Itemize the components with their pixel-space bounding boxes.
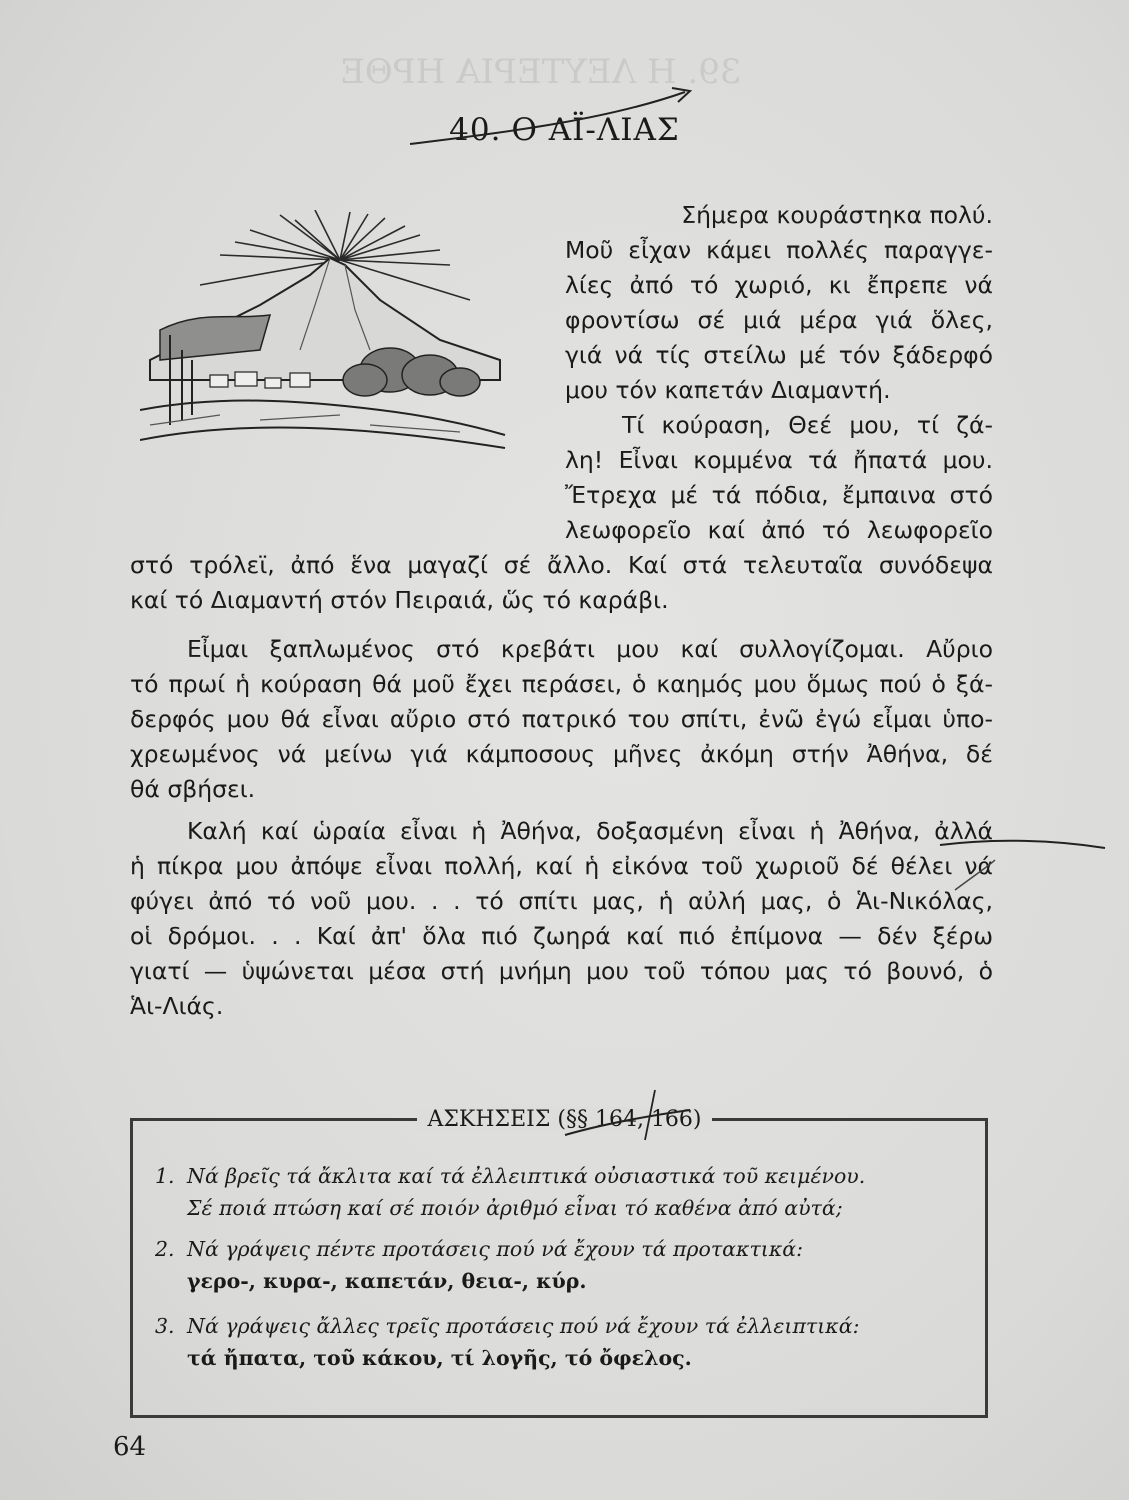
bleed-through-heading: 39. Η ΛΕΥΤΕΡΙΑ ΗΡΘΕ (340, 52, 742, 92)
text-line: στό τρόλεϊ, ἀπό ἕνα μαγαζί σέ ἄλλο. Καί στά τελευταῖα συνόδεψα (130, 551, 993, 579)
exercise-text: Σέ ποιά πτώση καί σέ ποιόν ἀριθμό εἶναι τό καθένα ἀπό αὐτά; (187, 1196, 843, 1220)
paragraph-4 (130, 814, 993, 1024)
text-line: λίες ἀπό τό χωριό, κι ἔπρεπε νά (565, 271, 993, 299)
text-line: οἱ δρόμοι. . . Καί ἀπ' ὅλα πιό ζωηρά καί πιό ἐπίμονα — δέν ξέρω (130, 922, 993, 950)
mountain-illustration (140, 210, 510, 450)
exercise-number: 2. (155, 1237, 175, 1261)
text-line: γιατί — ὑψώνεται μέσα στή μνήμη μου τοῦ τόπου μας τό βουνό, ὁ (130, 957, 993, 985)
text-line: Ἁι-Λιάς. (130, 992, 224, 1020)
text-line: τό πρωί ἡ κούραση θά μοῦ ἔχει περάσει, ὁ καημός μου ὅμως πού ὁ ξά- (130, 670, 993, 698)
exercise-text: Νά γράψεις ἄλλες τρεῖς προτάσεις πού νά ἔχουν τά ἐλλειπτικά: (187, 1314, 860, 1338)
exercise-number: 3. (155, 1314, 175, 1338)
paragraph-3 (130, 632, 993, 807)
text-line: Ἔτρεχα μέ τά πόδια, ἔμπαινα στό (565, 481, 993, 509)
pen-strike-exercises (560, 1085, 700, 1145)
text-line: λη! Εἶναι κομμένα τά ἤπατά μου. (565, 446, 993, 474)
text-line: χρεωμένος νά μείνω γιά κάμποσους μῆνες ἀκόμη στήν Ἀθήνα, δέ (130, 740, 993, 768)
chapter-number: 40. (449, 112, 502, 148)
text-line: φύγει ἀπό τό νοῦ μου. . . τό σπίτι μας, ἡ αὐλή μας, ὁ Ἁι-Νικόλας, (130, 887, 993, 915)
exercise-3 (155, 1310, 955, 1374)
paragraph-2 (565, 408, 993, 548)
text-line: Σήμερα κουράστηκα πολύ. (681, 201, 993, 229)
text-line: Εἶμαι ξαπλωμένος στό κρεβάτι μου καί συλλογίζομαι. Αὔριο (187, 635, 993, 663)
text-line: μου τόν καπετάν Διαμαντή. (565, 376, 891, 404)
pen-mark-margin (935, 820, 1115, 900)
exercise-bold-terms: γερο-, κυρα-, καπετάν, θεια-, κύρ. (187, 1269, 587, 1293)
paragraph-2-cont (130, 548, 993, 618)
exercise-text: Νά γράψεις πέντε προτάσεις πού νά ἔχουν τά προτακτικά: (187, 1237, 804, 1261)
text-line: Καλή καί ὡραία εἶναι ἡ Ἀθήνα, δοξασμένη εἶναι ἡ Ἀθήνα, ἀλλά (187, 817, 993, 845)
text-line: γιά νά τίς στείλω μέ τόν ξάδερφό (565, 341, 993, 369)
text-line: Μοῦ εἶχαν κάμει πολλές παραγγε- (565, 236, 993, 264)
text-line: θά σβήσει. (130, 775, 256, 803)
pen-strike-title (400, 82, 700, 152)
paragraph-1 (565, 198, 993, 408)
exercise-number: 1. (155, 1164, 175, 1188)
exercises-title: ΑΣΚΗΣΕΙΣ (§§ 164, 166) (0, 1107, 1129, 1132)
text-line: φροντίσω σέ μιά μέρα γιά ὅλες, (565, 306, 993, 334)
text-line: δερφός μου θά εἶναι αὔριο στό πατρικό του σπίτι, ἐνῶ ἐγώ εἶμαι ὑπο- (130, 705, 993, 733)
text-line: καί τό Διαμαντή στόν Πειραιά, ὥς τό καράβι. (130, 586, 669, 614)
exercise-text: Νά βρεῖς τά ἄκλιτα καί τά ἐλλειπτικά οὐσιαστικά τοῦ κειμένου. (187, 1164, 866, 1188)
text-line: λεωφορεῖο καί ἀπό τό λεωφορεῖο (565, 516, 993, 544)
page-number: 64 (113, 1432, 147, 1462)
exercise-2 (155, 1233, 955, 1297)
chapter-title: Ο ΑΪ-ΛΙΑΣ (511, 112, 680, 148)
exercise-bold-terms: τά ἤπατα, τοῦ κάκου, τί λογῆς, τό ὄφελος. (187, 1346, 692, 1370)
text-line: ἡ πίκρα μου ἀπόψε εἶναι πολλή, καί ἡ εἰκόνα τοῦ χωριοῦ δέ θέλει νά (130, 852, 993, 880)
exercise-1 (155, 1160, 955, 1224)
text-line: Τί κούραση, Θεέ μου, τί ζά- (622, 411, 993, 439)
